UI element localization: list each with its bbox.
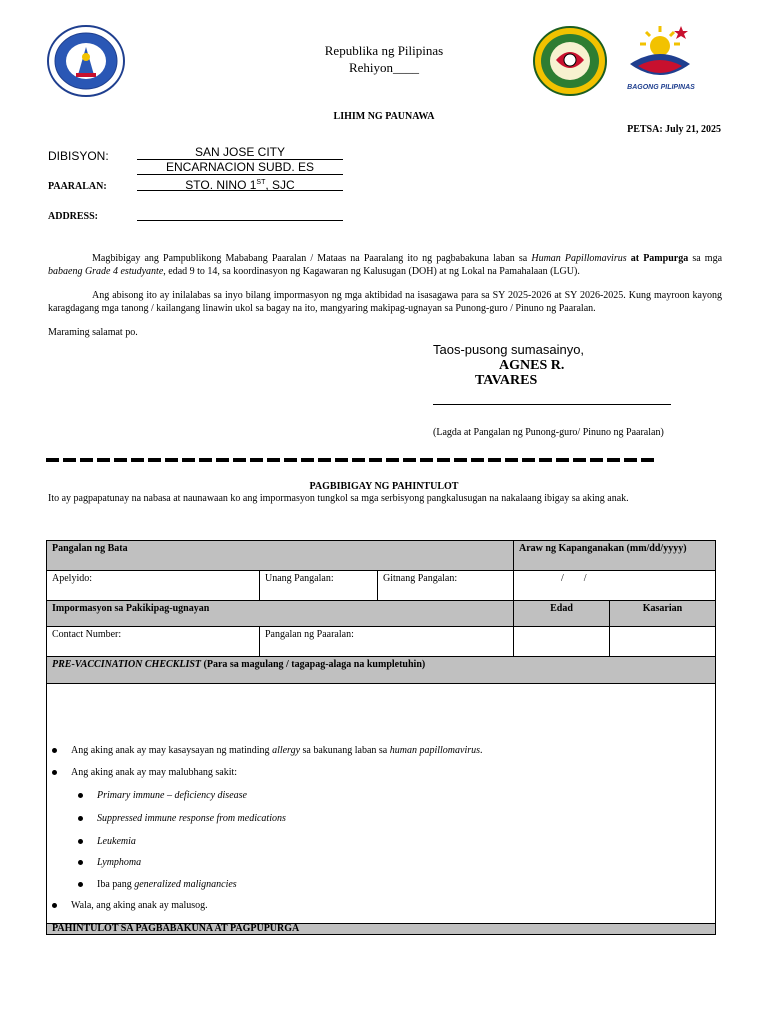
school-label: PAARALAN: xyxy=(48,181,107,192)
age-header: Edad xyxy=(514,601,610,627)
checklist-subitem-leukemia[interactable] xyxy=(78,836,136,847)
school-name-label: Pangalan ng Paaralan: xyxy=(265,629,354,640)
bullet-icon xyxy=(78,882,83,887)
signatory-name-line1: AGNES R. xyxy=(499,358,565,373)
p1-grade4: babaeng Grade 4 estudyante xyxy=(48,265,164,277)
address-value-pre: STO. NINO 1 xyxy=(185,178,257,192)
surname-field[interactable] xyxy=(47,571,260,601)
checklist-item-healthy[interactable] xyxy=(52,900,208,911)
address-label: ADDRESS: xyxy=(48,211,99,222)
republic-heading: Republika ng Pilipinas xyxy=(324,43,444,58)
allergy-text-c: sa bakunang laban sa xyxy=(300,745,390,756)
first-name-label: Unang Pangalan: xyxy=(265,573,334,584)
p1-text-d: sa mga xyxy=(688,253,723,264)
sex-header: Kasarian xyxy=(610,601,716,627)
division-label: DIBISYON: xyxy=(48,149,109,163)
sub2-text: Suppressed immune response from medications xyxy=(97,813,286,824)
middle-name-label: Gitnang Pangalan: xyxy=(383,573,458,584)
paragraph-1 xyxy=(48,253,722,278)
checklist-title: PRE-VACCINATION CHECKLIST xyxy=(52,659,202,670)
signature-line xyxy=(433,396,671,405)
allergy-text-d: human papillomavirus xyxy=(389,745,481,756)
sub1-text: Primary immune – deficiency disease xyxy=(97,790,247,801)
region-heading: Rehiyon____ xyxy=(348,60,420,75)
bagong-pilipinas-label: BAGONG PILIPINAS xyxy=(627,84,695,91)
address-value-sup: ST xyxy=(256,179,266,186)
allergy-text-b: allergy xyxy=(272,745,301,756)
cut-line xyxy=(46,458,656,462)
contact-info-header: Impormasyon sa Pakikipag-ugnayan xyxy=(47,601,514,627)
allergy-text-e: . xyxy=(480,745,483,756)
child-name-header: Pangalan ng Bata xyxy=(47,541,514,571)
sub5-text-a: Iba pang xyxy=(97,879,135,890)
checklist-subitem-other-malignancies[interactable] xyxy=(78,879,237,890)
sub5-text-b: generalized malignancies xyxy=(134,879,237,890)
sub3-text: Leukemia xyxy=(97,836,136,847)
bullet-icon xyxy=(52,903,57,908)
school-field xyxy=(137,160,343,175)
closing-text: Taos-pusong sumasainyo, xyxy=(433,342,585,357)
bullet-icon xyxy=(78,860,83,865)
contact-number-label: Contact Number: xyxy=(52,629,122,640)
birthdate-header: Araw ng Kapanganakan (mm/dd/yyyy) xyxy=(514,541,716,571)
bullet-icon xyxy=(78,839,83,844)
bullet-icon xyxy=(78,793,83,798)
contact-number-field[interactable] xyxy=(47,627,260,657)
checklist-item-allergy[interactable] xyxy=(52,745,483,756)
document-title: LIHIM NG PAUNAWA xyxy=(333,111,435,122)
checklist-subtitle: (Para sa magulang / tagapag-alaga na kumpletuhin) xyxy=(201,659,426,670)
sex-field[interactable] xyxy=(610,627,716,657)
school-value: ENCARNACION SUBD. ES xyxy=(165,160,315,174)
thanks-text: Maraming salamat po. xyxy=(48,327,138,338)
consent-text: Ito ay pagpapatunay na nabasa at naunawaan ko ang impormasyon tungkol sa mga serbisyong pangkalusugan na nakalaang ibigay sa aking anak. xyxy=(48,493,629,504)
birthdate-slashes: / / xyxy=(561,573,587,584)
division-field xyxy=(137,145,343,160)
age-field[interactable] xyxy=(514,627,610,657)
consent-form-table xyxy=(46,540,716,935)
p1-pampurga: at Pampurga xyxy=(626,253,689,264)
checklist-subitem-immune-deficiency[interactable] xyxy=(78,790,247,801)
date-label: PETSA: July 21, 2025 xyxy=(627,124,721,135)
p1-text-f: , edad 9 to 14, sa koordinasyon ng Kagawaran ng Kalusugan (DOH) at ng Lokal na Pamahalaan (LGU). xyxy=(163,265,580,277)
checklist-subitem-lymphoma[interactable] xyxy=(78,857,141,868)
middle-name-field[interactable] xyxy=(378,571,514,601)
sub4-text: Lymphoma xyxy=(97,857,142,868)
consent-title: PAGBIBIGAY NG PAHINTULOT xyxy=(309,481,459,492)
footer-bar: PAHINTULOT SA PAGBABAKUNA AT PAGPUPURGA xyxy=(47,924,716,935)
checklist-header xyxy=(47,657,716,684)
bullet-icon xyxy=(52,748,57,753)
signature-caption: (Lagda at Pangalan ng Punong-guro/ Pinuno ng Paaralan) xyxy=(433,427,664,438)
allergy-text-a: Ang aking anak ay may kasaysayan ng matinding xyxy=(71,745,273,756)
address-field xyxy=(137,176,343,191)
checklist-subitem-suppressed-immune[interactable] xyxy=(78,813,286,824)
paragraph-2: Ang abisong ito ay inilalabas sa inyo bilang impormasyon ng mga aktibidad na isasagawa para sa SY 2025-2026 at SY 2026-2025. Kung mayroon kayong karagdagang mga tanong / kailangang linawin ukol sa bagay na ito, mangyaring makipag-ugnayan sa Punong-guro / Pinuno ng Paaralan. xyxy=(48,290,722,314)
checklist-item-illness[interactable] xyxy=(52,767,237,778)
birthdate-field[interactable] xyxy=(514,571,716,601)
p1-text-a: Magbibigay ang Pampublikong Mababang Paaralan / Mataas na Paaralang ito ng pagbabakuna laban sa xyxy=(92,253,532,264)
surname-label: Apelyido: xyxy=(52,573,92,584)
signatory-name-line2: TAVARES xyxy=(475,373,538,388)
illness-text: Ang aking anak ay may malubhang sakit: xyxy=(71,767,238,778)
first-name-field[interactable] xyxy=(260,571,378,601)
address-value-post: , SJC xyxy=(265,178,295,192)
school-name-field[interactable] xyxy=(260,627,514,657)
division-value: SAN JOSE CITY xyxy=(194,145,286,159)
bullet-icon xyxy=(52,770,57,775)
bullet-icon xyxy=(78,816,83,821)
p1-hpv: Human Papillomavirus xyxy=(531,253,627,264)
address-blank-line xyxy=(137,208,343,221)
none-text: Wala, ang aking anak ay malusog. xyxy=(71,900,208,911)
